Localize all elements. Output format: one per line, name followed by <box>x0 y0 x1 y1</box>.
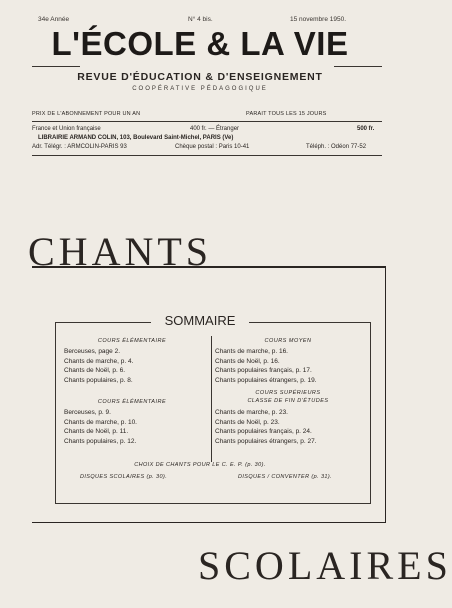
sommaire-footer-cep: CHOIX DE CHANTS POUR LE C. E. P. (p. 30). <box>134 462 266 468</box>
title-scolaires: SCOLAIRES <box>198 543 452 588</box>
phone-number: Téléph. : Odéon 77-52 <box>306 144 367 150</box>
title-chants: CHANTS <box>28 229 213 274</box>
right-head-2b: CLASSE DE FIN D'ÉTUDES <box>247 398 329 404</box>
price-line-left: PRIX DE L'ABONNEMENT POUR UN AN <box>32 111 141 117</box>
list-item: Chants populaires, p. 8. <box>64 376 133 384</box>
list-item: Chants populaires français, p. 17. <box>215 367 312 374</box>
list-item: Chants de Noël, p. 11. <box>64 428 129 435</box>
right-list-2 <box>215 408 317 446</box>
masthead-subtitle: REVUE D'ÉDUCATION & D'ENSEIGNEMENT <box>77 71 323 83</box>
list-item: Chants populaires étrangers, p. 19. <box>215 376 317 384</box>
left-head-2: COURS ÉLÉMENTAIRE <box>97 399 167 405</box>
list-item: Chants de Noël, p. 16. <box>215 357 280 365</box>
list-item: Chants de marche, p. 16. <box>215 348 288 355</box>
year-label: 34e Année <box>38 16 70 23</box>
foreign-price: 500 fr. <box>357 126 375 132</box>
list-item: Chants populaires français, p. 24. <box>215 428 312 435</box>
masthead-title: L'ÉCOLE & LA VIE <box>51 25 349 62</box>
telegraph-address: Adr. Télégr. : ARMCOLIN-PARIS 93 <box>32 144 127 150</box>
list-item: Chants de Noël, p. 6. <box>64 367 126 374</box>
info-rule-bottom <box>32 155 382 156</box>
france-price: 400 fr. — Étranger <box>190 126 240 132</box>
masthead-rule-left <box>32 66 80 67</box>
masthead-rule-right <box>334 66 382 67</box>
right-head-1: COURS MOYEN <box>264 338 312 344</box>
list-item: Berceuses, page 2. <box>64 348 121 355</box>
left-list-2 <box>64 408 137 446</box>
publisher-line: LIBRAIRIE ARMAND COLIN, 103, Boulevard Saint-Michel, PARIS (Ve) <box>38 135 234 141</box>
sommaire-title: SOMMAIRE <box>151 313 249 329</box>
issue-number: N° 4 bis. <box>188 16 213 23</box>
left-head-1: COURS ÉLÉMENTAIRE <box>97 338 167 344</box>
issue-date: 15 novembre 1950. <box>290 16 347 23</box>
postal-cheque: Chèque postal : Paris 10-41 <box>175 144 250 150</box>
list-item: Chants de marche, p. 4. <box>64 357 134 365</box>
list-item: Berceuses, p. 9. <box>64 409 111 416</box>
list-item: Chants populaires, p. 12. <box>64 437 137 445</box>
list-item: Chants de marche, p. 10. <box>64 418 137 426</box>
left-list-1 <box>64 347 133 385</box>
price-line-right: PARAIT TOUS LES 15 JOURS <box>246 111 327 117</box>
france-label: France et Union française <box>32 126 101 132</box>
sommaire-footer-converter: DISQUES / CONVENTER (p. 31). <box>238 474 333 480</box>
column-divider <box>211 336 212 462</box>
list-item: Chants populaires étrangers, p. 27. <box>215 437 317 445</box>
info-rule-top <box>32 121 382 122</box>
sommaire-footer-disques: DISQUES SCOLAIRES (p. 30). <box>80 474 168 480</box>
list-item: Chants de marche, p. 23. <box>215 409 288 416</box>
right-head-2a: COURS SUPÉRIEURS <box>255 390 321 396</box>
list-item: Chants de Noël, p. 23. <box>215 418 280 426</box>
right-list-1 <box>215 347 317 385</box>
cooperative-label: COOPÉRATIVE PÉDAGOGIQUE <box>132 86 268 92</box>
